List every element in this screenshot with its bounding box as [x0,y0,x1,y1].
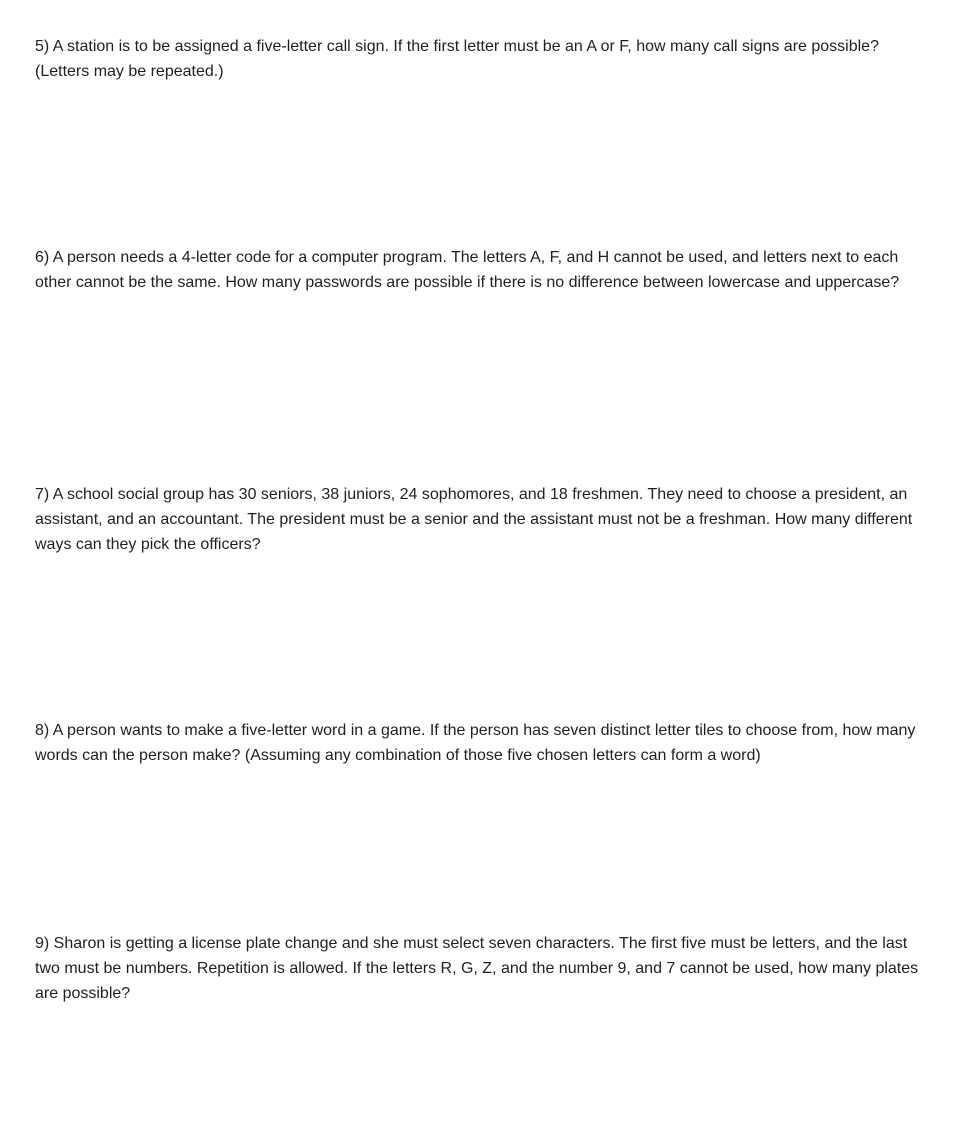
question-7: 7) A school social group has 30 seniors, 38 juniors, 24 sophomores, and 18 freshmen. They need to choose a president, an assistant, and an accountant. The president must be a senior and the assistant must not be a freshman. How many different ways can they pick the officers? [35,486,913,553]
question-9: 9) Sharon is getting a license plate change and she must select seven characters. The first five must be letters, and the last two must be numbers. Repetition is allowed. If the letters R, G, Z, and the number 9, and 7 cannot be used, how many plates are possible? [35,935,919,1002]
question-5: 5) A station is to be assigned a five-letter call sign. If the first letter must be an A or F, how many call signs are possible?(Letters may be repeated.) [35,38,879,80]
question-8: 8) A person wants to make a five-letter word in a game. If the person has seven distinct letter tiles to choose from, how many words can the person make? (Assuming any combination of those five chosen letters can form a word) [35,722,916,764]
question-6: 6) A person needs a 4-letter code for a computer program. The letters A, F, and H cannot be used, and letters next to each other cannot be the same. How many passwords are possible if there is no difference between lowercase and uppercase? [35,249,900,291]
